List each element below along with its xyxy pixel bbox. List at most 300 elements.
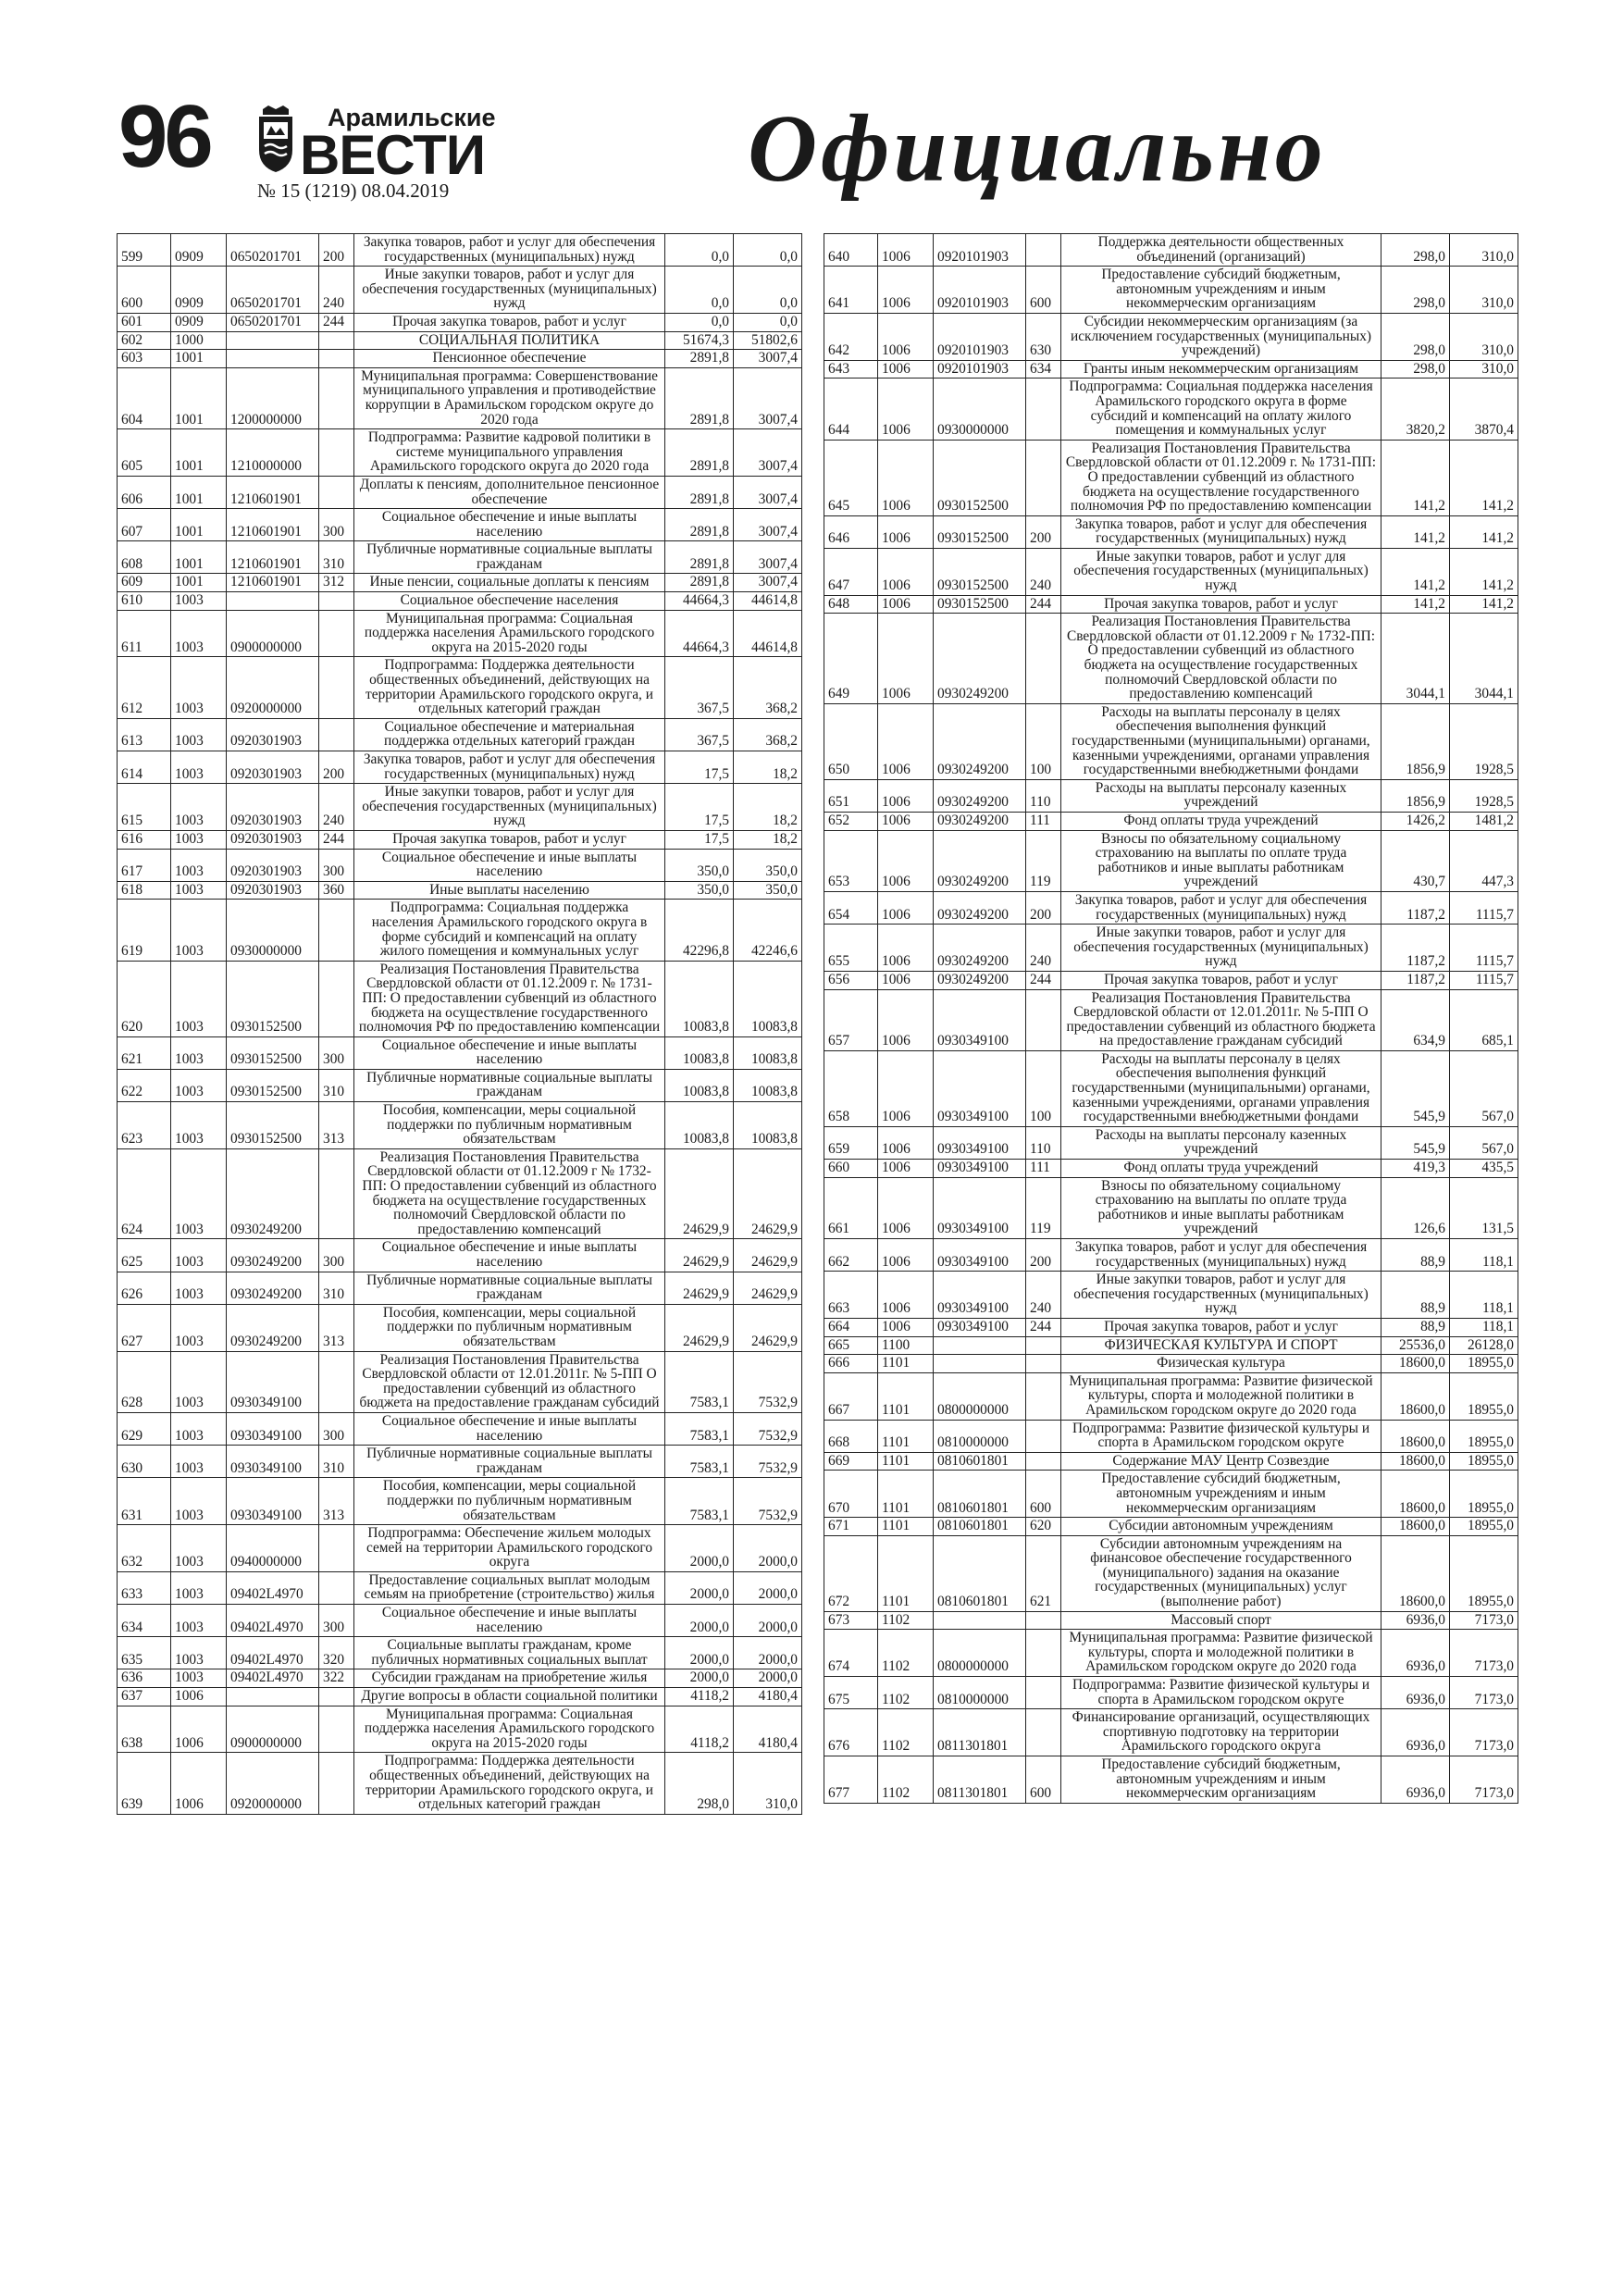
amount-2021: 3007,4 <box>734 541 802 574</box>
expense-type-code: 240 <box>319 784 354 831</box>
target-code: 0930249200 <box>934 891 1026 924</box>
expense-description: Иные закупки товаров, работ и услуг для обеспечения государственных (муниципальных) нужд <box>1061 1272 1381 1319</box>
table-row <box>824 1452 1518 1471</box>
expense-type-code: 313 <box>319 1304 354 1351</box>
amount-2020: 2891,8 <box>665 476 734 508</box>
target-code: 0810601801 <box>934 1518 1026 1536</box>
amount-2021: 368,2 <box>734 718 802 751</box>
row-number: 600 <box>118 267 171 314</box>
section-code: 1003 <box>171 1412 227 1445</box>
row-number: 604 <box>118 367 171 428</box>
section-code: 0909 <box>171 234 227 267</box>
amount-2020: 141,2 <box>1381 595 1450 614</box>
expense-description: Предоставление субсидий бюджетным, автономным учреждениям и иным некоммерческим организациям <box>1061 267 1381 314</box>
target-code: 0920000000 <box>227 657 319 718</box>
expense-description: Реализация Постановления Правительства Свердловской области от 12.01.2011г. № 5-ПП О предоставлении субвенций из областного бюджета на предоставление гражданам субсидий <box>1061 989 1381 1050</box>
section-code: 1001 <box>171 350 227 368</box>
section-code: 1003 <box>171 1351 227 1412</box>
amount-2021: 51802,6 <box>734 331 802 350</box>
amount-2021: 567,0 <box>1450 1126 1518 1159</box>
table-row <box>824 989 1518 1050</box>
target-code: 0930249200 <box>227 1148 319 1239</box>
target-code: 0930349100 <box>934 1177 1026 1238</box>
expense-type-code: 300 <box>319 1605 354 1637</box>
section-code: 1101 <box>878 1535 934 1611</box>
expense-description: Муниципальная программа: Социальная поддержка населения Арамильского городского округа на 2015-2020 годы <box>354 1706 665 1753</box>
amount-2021: 0,0 <box>734 267 802 314</box>
section-code: 1001 <box>171 476 227 508</box>
row-number: 638 <box>118 1706 171 1753</box>
table-row <box>824 1239 1518 1272</box>
expense-type-code: 312 <box>319 574 354 592</box>
section-code: 1003 <box>171 830 227 849</box>
amount-2021: 567,0 <box>1450 1050 1518 1126</box>
table-row <box>824 1611 1518 1630</box>
budget-table-right <box>824 233 1518 1804</box>
row-number: 610 <box>118 592 171 611</box>
expense-type-code: 630 <box>1026 313 1061 360</box>
expense-type-code: 322 <box>319 1669 354 1688</box>
amount-2020: 10083,8 <box>665 1102 734 1149</box>
amount-2020: 6936,0 <box>1381 1677 1450 1709</box>
expense-type-code: 100 <box>1026 1050 1061 1126</box>
row-number: 619 <box>118 900 171 961</box>
row-number: 676 <box>824 1709 878 1756</box>
table-row <box>118 267 802 314</box>
row-number: 640 <box>824 234 878 267</box>
target-code: 0800000000 <box>934 1372 1026 1420</box>
expense-description: Муниципальная программа: Совершенствование муниципального управления и противодействие коррупции в Арамильском городском округе до 2020 года <box>354 367 665 428</box>
expense-description: Субсидии автономным учреждениям на финансовое обеспечение государственного (муниципального) задания на оказание государственных (муниципальных) услуг (выполнение работ) <box>1061 1535 1381 1611</box>
table-row <box>118 367 802 428</box>
expense-type-code <box>319 1706 354 1753</box>
amount-2020: 7583,1 <box>665 1446 734 1478</box>
row-number: 617 <box>118 849 171 881</box>
expense-description: Прочая закупка товаров, работ и услуг <box>1061 1318 1381 1336</box>
row-number: 601 <box>118 313 171 331</box>
section-code: 1006 <box>878 1126 934 1159</box>
target-code: 1210601901 <box>227 574 319 592</box>
amount-2021: 3870,4 <box>1450 379 1518 440</box>
expense-type-code: 244 <box>319 313 354 331</box>
row-number: 641 <box>824 267 878 314</box>
target-code: 0920101903 <box>934 234 1026 267</box>
table-row <box>118 961 802 1036</box>
expense-type-code: 244 <box>1026 595 1061 614</box>
issue-info: № 15 (1219) 08.04.2019 <box>257 180 450 202</box>
amount-2020: 141,2 <box>1381 440 1450 515</box>
expense-description: Социальное обеспечение и материальная поддержка отдельных категорий граждан <box>354 718 665 751</box>
target-code: 0930000000 <box>934 379 1026 440</box>
row-number: 674 <box>824 1630 878 1677</box>
row-number: 658 <box>824 1050 878 1126</box>
expense-description: Финансирование организаций, осуществляющих спортивную подготовку на территории Арамильского городского округа <box>1061 1709 1381 1756</box>
amount-2021: 7173,0 <box>1450 1756 1518 1804</box>
expense-type-code <box>1026 1420 1061 1452</box>
target-code: 09402L4970 <box>227 1605 319 1637</box>
table-row <box>824 1272 1518 1319</box>
section-code: 1006 <box>171 1706 227 1753</box>
row-number: 653 <box>824 830 878 891</box>
section-code: 1003 <box>171 784 227 831</box>
amount-2020: 3044,1 <box>1381 614 1450 704</box>
section-code: 1003 <box>171 1446 227 1478</box>
amount-2020: 44664,3 <box>665 610 734 657</box>
amount-2021: 10083,8 <box>734 1036 802 1069</box>
amount-2021: 24629,9 <box>734 1304 802 1351</box>
section-code: 1003 <box>171 1069 227 1101</box>
amount-2021: 435,5 <box>1450 1160 1518 1178</box>
amount-2020: 1856,9 <box>1381 703 1450 779</box>
amount-2021: 18955,0 <box>1450 1535 1518 1611</box>
amount-2020: 298,0 <box>1381 313 1450 360</box>
row-number: 605 <box>118 429 171 477</box>
expense-description: Социальное обеспечение и иные выплаты населению <box>354 509 665 541</box>
expense-description: Подпрограмма: Развитие физической культуры и спорта в Арамильском городском округе <box>1061 1420 1381 1452</box>
amount-2021: 310,0 <box>1450 234 1518 267</box>
amount-2020: 298,0 <box>665 1753 734 1814</box>
expense-description: Реализация Постановления Правительства Свердловской области от 01.12.2009 г. № 1731-ПП: О предоставлении субвенций из областного бюджета на осуществление государственного полномочия РФ по предоставлению компенсации <box>354 961 665 1036</box>
amount-2020: 2891,8 <box>665 429 734 477</box>
expense-description: Иные выплаты населению <box>354 881 665 900</box>
target-code: 0920301903 <box>227 718 319 751</box>
expense-description: Муниципальная программа: Развитие физической культуры, спорта и молодежной политики в Арамильском городском округе до 2020 года <box>1061 1372 1381 1420</box>
amount-2021: 3007,4 <box>734 429 802 477</box>
row-number: 642 <box>824 313 878 360</box>
expense-type-code <box>1026 1336 1061 1355</box>
target-code: 0930349100 <box>934 1160 1026 1178</box>
section-code: 1006 <box>878 267 934 314</box>
table-row <box>824 1756 1518 1804</box>
expense-type-code <box>319 331 354 350</box>
expense-type-code: 300 <box>319 1412 354 1445</box>
expense-type-code <box>319 367 354 428</box>
amount-2020: 545,9 <box>1381 1126 1450 1159</box>
expense-description: Муниципальная программа: Социальная поддержка населения Арамильского городского округа на 2015-2020 годы <box>354 610 665 657</box>
amount-2020: 7583,1 <box>665 1351 734 1412</box>
target-code: 0930249200 <box>227 1272 319 1304</box>
section-code: 1001 <box>171 574 227 592</box>
expense-type-code <box>319 657 354 718</box>
expense-type-code: 310 <box>319 1446 354 1478</box>
expense-type-code: 600 <box>1026 1756 1061 1804</box>
target-code: 0930349100 <box>934 1239 1026 1272</box>
row-number: 659 <box>824 1126 878 1159</box>
expense-type-code: 244 <box>319 830 354 849</box>
amount-2021: 44614,8 <box>734 610 802 657</box>
amount-2020: 367,5 <box>665 718 734 751</box>
expense-description: Расходы на выплаты персоналу в целях обеспечения выполнения функций государственными (муниципальными) органами, казенными учреждениями, органами управления государственными внебюджетными фондами <box>1061 1050 1381 1126</box>
table-row <box>118 1412 802 1445</box>
row-number: 646 <box>824 515 878 548</box>
expense-type-code: 621 <box>1026 1535 1061 1611</box>
section-code: 1001 <box>171 509 227 541</box>
target-code: 0930000000 <box>227 900 319 961</box>
amount-2020: 10083,8 <box>665 1069 734 1101</box>
amount-2020: 10083,8 <box>665 961 734 1036</box>
expense-description: Пенсионное обеспечение <box>354 350 665 368</box>
expense-description: Социальное обеспечение и иные выплаты населению <box>354 1605 665 1637</box>
amount-2021: 1115,7 <box>1450 925 1518 972</box>
section-code: 1102 <box>878 1630 934 1677</box>
row-number: 655 <box>824 925 878 972</box>
row-number: 677 <box>824 1756 878 1804</box>
table-row <box>118 849 802 881</box>
table-row <box>824 595 1518 614</box>
table-row <box>824 925 1518 972</box>
row-number: 615 <box>118 784 171 831</box>
expense-type-code <box>319 610 354 657</box>
expense-description: Социальное обеспечение и иные выплаты населению <box>354 1412 665 1445</box>
expense-description: Реализация Постановления Правительства Свердловской области от 12.01.2011г. № 5-ПП О предоставлении субвенций из областного бюджета на предоставление гражданам субсидий <box>354 1351 665 1412</box>
expense-description: Прочая закупка товаров, работ и услуг <box>1061 971 1381 989</box>
expense-type-code: 200 <box>319 751 354 784</box>
row-number: 616 <box>118 830 171 849</box>
table-row <box>118 1669 802 1688</box>
target-code <box>934 1611 1026 1630</box>
amount-2020: 2891,8 <box>665 367 734 428</box>
table-row <box>118 1304 802 1351</box>
amount-2021: 131,5 <box>1450 1177 1518 1238</box>
row-number: 632 <box>118 1525 171 1572</box>
table-row <box>824 1336 1518 1355</box>
row-number: 669 <box>824 1452 878 1471</box>
table-row <box>824 267 1518 314</box>
table-row <box>824 1050 1518 1126</box>
expense-type-code: 240 <box>1026 548 1061 595</box>
table-row <box>118 234 802 267</box>
amount-2020: 6936,0 <box>1381 1756 1450 1804</box>
table-row <box>824 830 1518 891</box>
amount-2020: 298,0 <box>1381 360 1450 379</box>
section-code: 1006 <box>878 440 934 515</box>
logo-title: ВЕСТИ <box>300 124 485 186</box>
amount-2021: 18,2 <box>734 784 802 831</box>
target-code: 0930349100 <box>934 1318 1026 1336</box>
table-row <box>118 1706 802 1753</box>
amount-2020: 24629,9 <box>665 1239 734 1272</box>
amount-2020: 1187,2 <box>1381 971 1450 989</box>
row-number: 627 <box>118 1304 171 1351</box>
row-number: 643 <box>824 360 878 379</box>
amount-2021: 10083,8 <box>734 961 802 1036</box>
amount-2020: 88,9 <box>1381 1318 1450 1336</box>
expense-type-code <box>1026 1630 1061 1677</box>
table-row <box>118 476 802 508</box>
row-number: 618 <box>118 881 171 900</box>
section-code: 1006 <box>878 812 934 830</box>
expense-type-code: 310 <box>319 541 354 574</box>
expense-description: Субсидии гражданам на приобретение жилья <box>354 1669 665 1688</box>
section-code: 1003 <box>171 592 227 611</box>
section-code: 1003 <box>171 657 227 718</box>
amount-2020: 17,5 <box>665 830 734 849</box>
expense-description: Социальные выплаты гражданам, кроме публичных нормативных социальных выплат <box>354 1637 665 1669</box>
amount-2020: 634,9 <box>1381 989 1450 1050</box>
target-code: 0930152500 <box>934 595 1026 614</box>
amount-2021: 18955,0 <box>1450 1355 1518 1373</box>
expense-type-code: 111 <box>1026 812 1061 830</box>
table-row <box>824 548 1518 595</box>
table-row <box>824 1372 1518 1420</box>
expense-type-code: 200 <box>1026 515 1061 548</box>
target-code: 0811301801 <box>934 1756 1026 1804</box>
amount-2021: 26128,0 <box>1450 1336 1518 1355</box>
expense-description: Подпрограмма: Развитие физической культуры и спорта в Арамильском городском округе <box>1061 1677 1381 1709</box>
target-code: 0930152500 <box>934 440 1026 515</box>
table-row <box>118 1102 802 1149</box>
expense-type-code <box>319 961 354 1036</box>
expense-type-code: 600 <box>1026 1471 1061 1518</box>
row-number: 671 <box>824 1518 878 1536</box>
amount-2021: 18955,0 <box>1450 1518 1518 1536</box>
amount-2020: 88,9 <box>1381 1239 1450 1272</box>
expense-description: Прочая закупка товаров, работ и услуг <box>1061 595 1381 614</box>
table-row <box>824 1677 1518 1709</box>
target-code <box>227 1688 319 1706</box>
section-code: 1006 <box>171 1753 227 1814</box>
expense-description: Социальное обеспечение и иные выплаты населению <box>354 1239 665 1272</box>
expense-type-code <box>1026 1611 1061 1630</box>
amount-2020: 18600,0 <box>1381 1518 1450 1536</box>
amount-2020: 18600,0 <box>1381 1452 1450 1471</box>
amount-2020: 18600,0 <box>1381 1372 1450 1420</box>
expense-type-code <box>1026 1452 1061 1471</box>
expense-description: Фонд оплаты труда учреждений <box>1061 1160 1381 1178</box>
amount-2021: 18955,0 <box>1450 1471 1518 1518</box>
amount-2021: 18955,0 <box>1450 1372 1518 1420</box>
amount-2021: 18955,0 <box>1450 1452 1518 1471</box>
section-code: 1006 <box>171 1688 227 1706</box>
target-code: 0930152500 <box>227 1036 319 1069</box>
table-row <box>118 784 802 831</box>
expense-description: Подпрограмма: Поддержка деятельности общественных объединений, действующих на территории Арамильского городского округа, и отдельных категорий граждан <box>354 657 665 718</box>
section-code: 1003 <box>171 751 227 784</box>
table-row <box>118 1351 802 1412</box>
amount-2021: 7173,0 <box>1450 1611 1518 1630</box>
target-code: 0930349100 <box>934 989 1026 1050</box>
table-row <box>824 1630 1518 1677</box>
section-code: 1101 <box>878 1355 934 1373</box>
section-code: 1006 <box>878 989 934 1050</box>
expense-description: Муниципальная программа: Развитие физической культуры, спорта и молодежной политики в Арамильском городском округе до 2020 года <box>1061 1630 1381 1677</box>
amount-2020: 0,0 <box>665 234 734 267</box>
amount-2021: 10083,8 <box>734 1102 802 1149</box>
amount-2021: 24629,9 <box>734 1239 802 1272</box>
amount-2020: 25536,0 <box>1381 1336 1450 1355</box>
amount-2021: 3007,4 <box>734 574 802 592</box>
row-number: 662 <box>824 1239 878 1272</box>
section-code: 1006 <box>878 779 934 812</box>
row-number: 667 <box>824 1372 878 1420</box>
section-code: 1003 <box>171 900 227 961</box>
section-code: 1101 <box>878 1452 934 1471</box>
target-code: 0930349100 <box>227 1478 319 1525</box>
expense-type-code: 634 <box>1026 360 1061 379</box>
target-code: 0920301903 <box>227 881 319 900</box>
target-code: 0930152500 <box>227 1069 319 1101</box>
target-code: 09402L4970 <box>227 1669 319 1688</box>
expense-description: Иные закупки товаров, работ и услуг для обеспечения государственных (муниципальных) нужд <box>354 784 665 831</box>
row-number: 657 <box>824 989 878 1050</box>
section-code: 1003 <box>171 1571 227 1604</box>
amount-2021: 118,1 <box>1450 1272 1518 1319</box>
section-code: 1001 <box>171 367 227 428</box>
target-code: 09402L4970 <box>227 1637 319 1669</box>
section-code: 1006 <box>878 1272 934 1319</box>
section-code: 1003 <box>171 1525 227 1572</box>
table-row <box>118 1239 802 1272</box>
amount-2021: 7173,0 <box>1450 1630 1518 1677</box>
section-code: 1006 <box>878 1177 934 1238</box>
amount-2020: 0,0 <box>665 313 734 331</box>
section-code: 1101 <box>878 1420 934 1452</box>
amount-2021: 7532,9 <box>734 1478 802 1525</box>
row-number: 654 <box>824 891 878 924</box>
table-row <box>118 718 802 751</box>
expense-type-code <box>319 900 354 961</box>
section-code: 0909 <box>171 267 227 314</box>
expense-type-code: 200 <box>1026 1239 1061 1272</box>
target-code: 0810601801 <box>934 1471 1026 1518</box>
expense-type-code: 200 <box>319 234 354 267</box>
amount-2020: 18600,0 <box>1381 1535 1450 1611</box>
section-code: 1102 <box>878 1756 934 1804</box>
target-code: 0920301903 <box>227 830 319 849</box>
table-row <box>824 440 1518 515</box>
expense-description: Публичные нормативные социальные выплаты гражданам <box>354 541 665 574</box>
table-row <box>118 313 802 331</box>
expense-description: Субсидии некоммерческим организациям (за исключением государственных (муниципальных) учреждений) <box>1061 313 1381 360</box>
expense-type-code <box>1026 379 1061 440</box>
amount-2020: 88,9 <box>1381 1272 1450 1319</box>
expense-type-code: 244 <box>1026 1318 1061 1336</box>
amount-2021: 141,2 <box>1450 515 1518 548</box>
expense-description: Массовый спорт <box>1061 1611 1381 1630</box>
amount-2021: 447,3 <box>1450 830 1518 891</box>
expense-description: Поддержка деятельности общественных объединений (организаций) <box>1061 234 1381 267</box>
amount-2020: 18600,0 <box>1381 1355 1450 1373</box>
row-number: 644 <box>824 379 878 440</box>
section-code: 1102 <box>878 1611 934 1630</box>
expense-description: Физическая культура <box>1061 1355 1381 1373</box>
table-row <box>824 703 1518 779</box>
table-row <box>118 881 802 900</box>
amount-2021: 350,0 <box>734 881 802 900</box>
page-number: 96 <box>118 87 210 186</box>
row-number: 663 <box>824 1272 878 1319</box>
row-number: 607 <box>118 509 171 541</box>
expense-type-code <box>1026 614 1061 704</box>
amount-2020: 24629,9 <box>665 1148 734 1239</box>
amount-2021: 0,0 <box>734 313 802 331</box>
section-code: 1003 <box>171 961 227 1036</box>
row-number: 656 <box>824 971 878 989</box>
amount-2020: 126,6 <box>1381 1177 1450 1238</box>
table-row <box>824 1160 1518 1178</box>
amount-2021: 18955,0 <box>1450 1420 1518 1452</box>
target-code: 0930152500 <box>934 515 1026 548</box>
target-code: 0920301903 <box>227 784 319 831</box>
row-number: 648 <box>824 595 878 614</box>
section-code: 1006 <box>878 703 934 779</box>
expense-type-code: 620 <box>1026 1518 1061 1536</box>
amount-2020: 42296,8 <box>665 900 734 961</box>
amount-2020: 298,0 <box>1381 267 1450 314</box>
section-code: 1003 <box>171 1669 227 1688</box>
expense-type-code: 119 <box>1026 1177 1061 1238</box>
target-code: 0930249200 <box>934 971 1026 989</box>
